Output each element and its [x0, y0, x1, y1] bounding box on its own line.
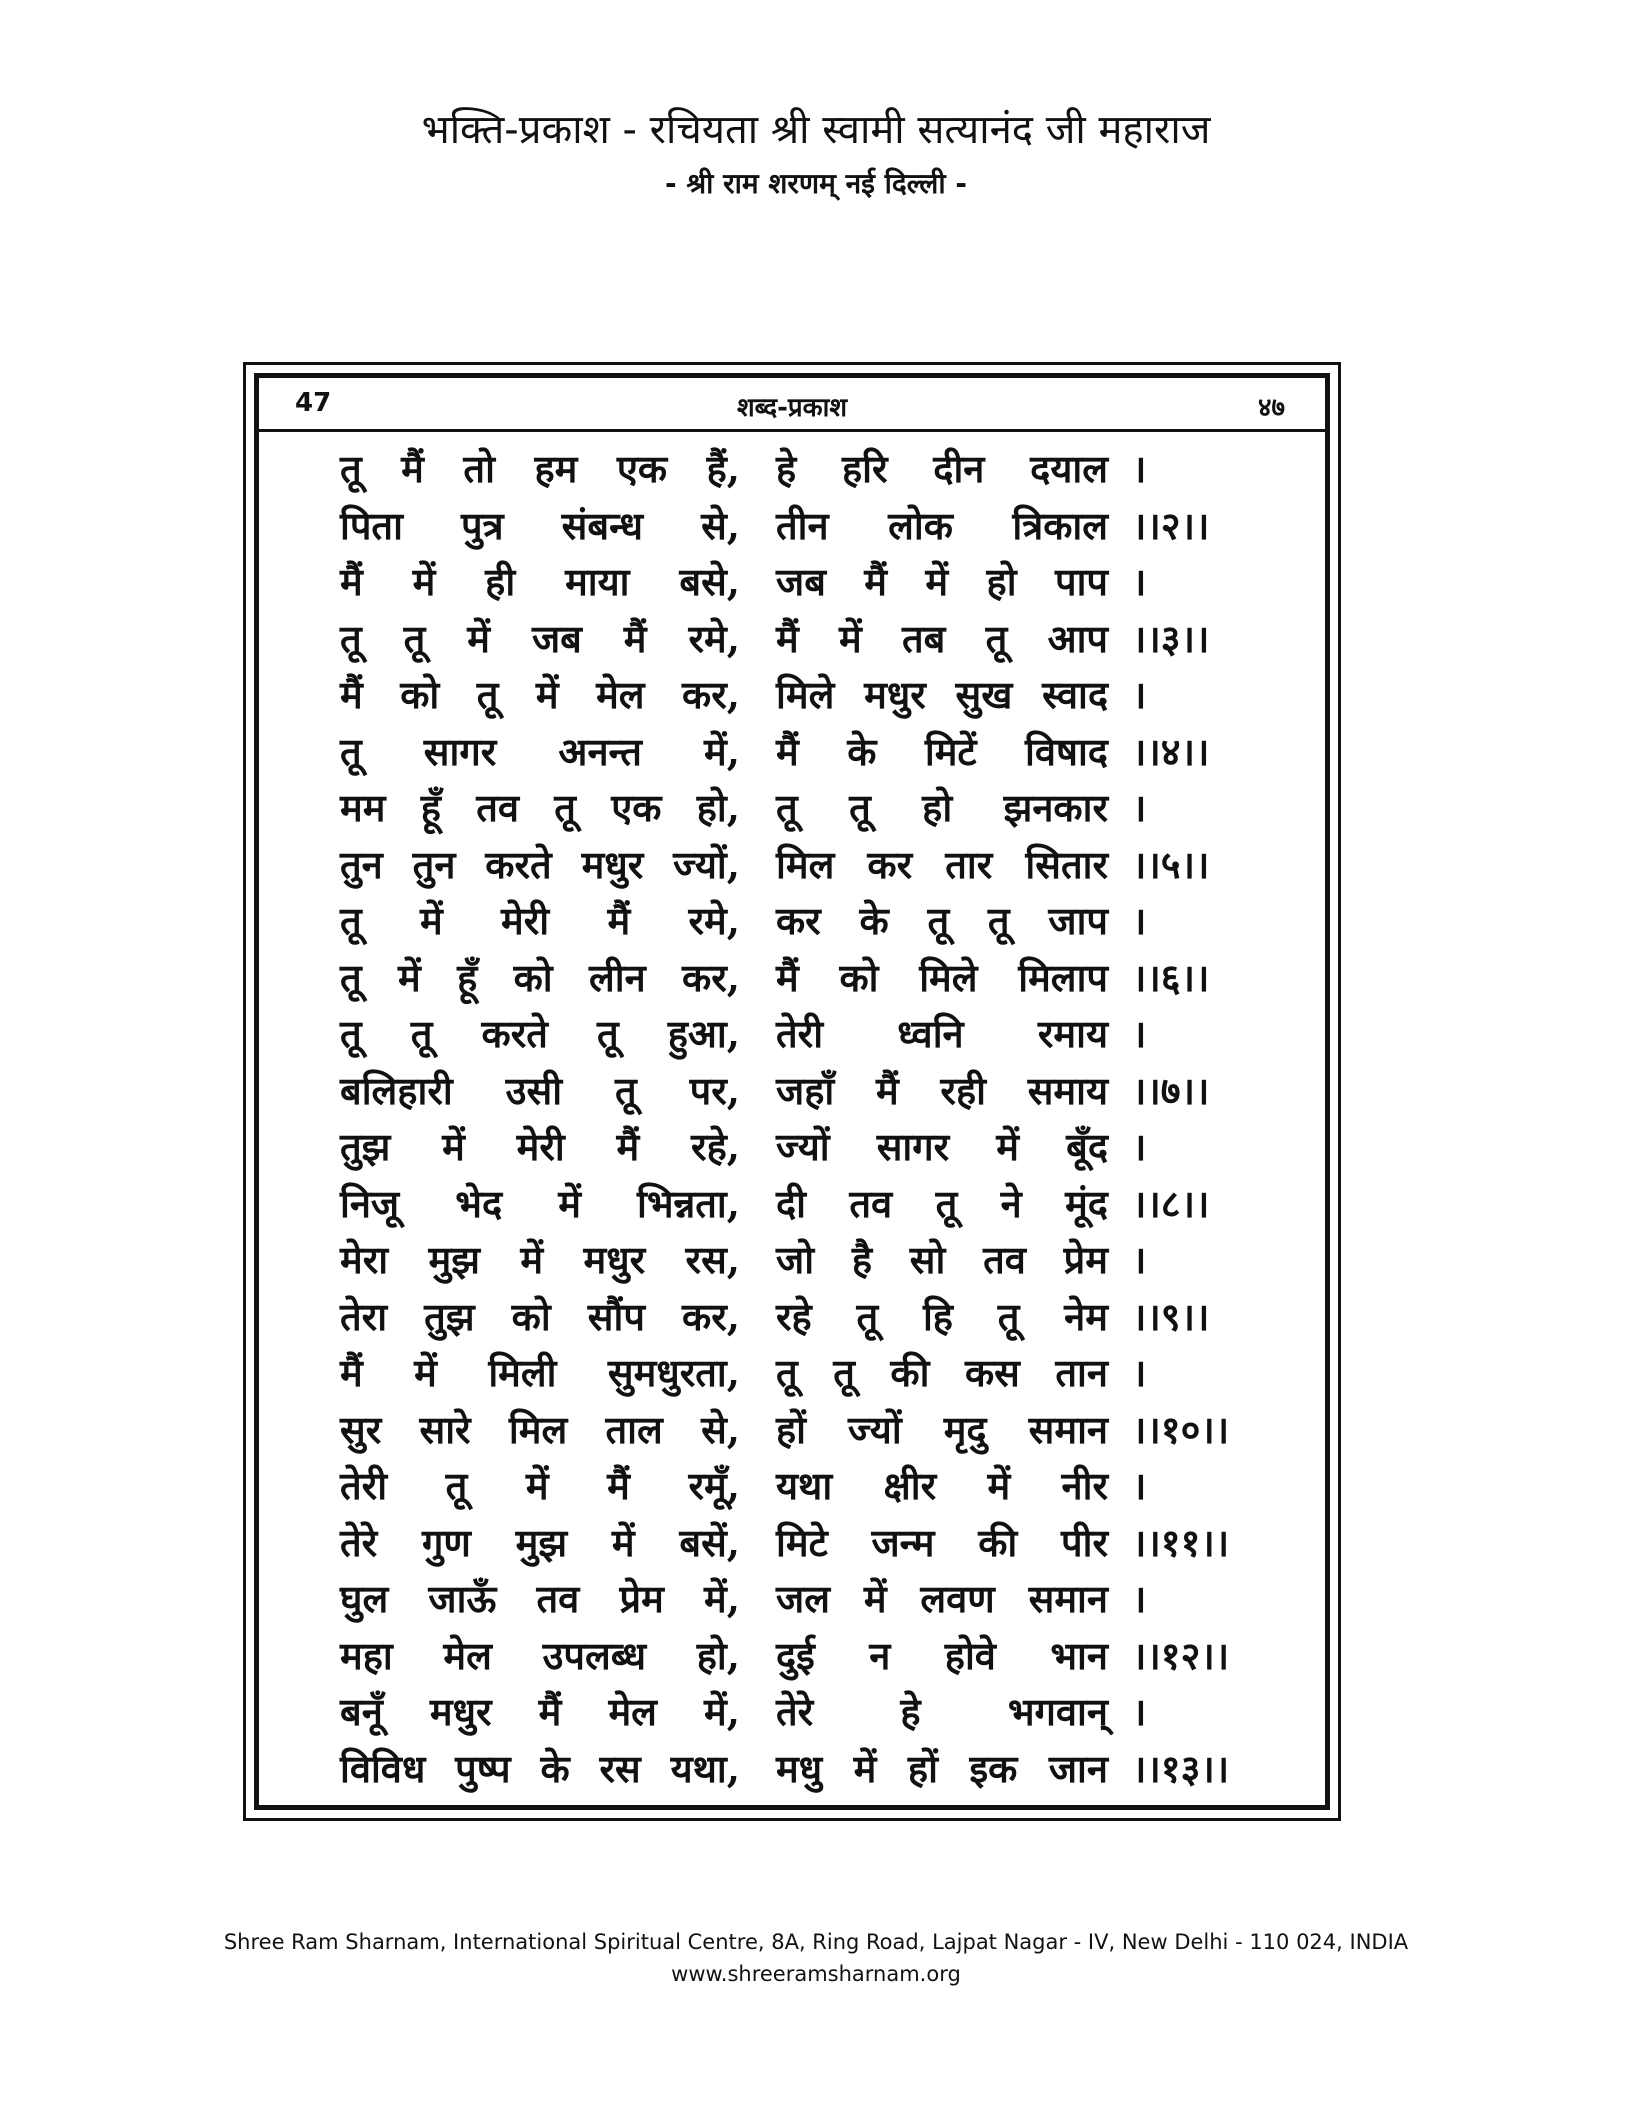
verse-line	[340, 1062, 1270, 1119]
verse-number: ।।२।।	[1132, 502, 1210, 548]
verse-second-half: दुई न होवे भान	[776, 1632, 1108, 1678]
verse-line	[340, 1344, 1270, 1401]
verse-second-half: तू तू हो झनकार	[776, 785, 1108, 831]
verse-first-half: महा मेल उपलब्ध हो,	[340, 1632, 740, 1678]
verse-number: ।	[1132, 1237, 1147, 1283]
verse-second-half: जल में लवण समान	[776, 1576, 1108, 1622]
verse-second-half: तू तू की कस तान	[776, 1350, 1108, 1396]
verse-second-half: तीन लोक त्रिकाल	[776, 502, 1108, 548]
verse-number: ।	[1132, 559, 1147, 605]
verse-second-half: मधु में हों इक जान	[776, 1745, 1108, 1791]
verse-first-half: मम हूँ तव तू एक हो,	[340, 785, 740, 831]
verse-first-half: तू सागर अनन्त में,	[340, 728, 740, 774]
verse-first-half: तुन तुन करते मधुर ज्यों,	[340, 841, 740, 887]
verse-number: ।।१३।।	[1132, 1745, 1230, 1791]
verse-second-half: तेरी ध्वनि रमाय	[776, 1011, 1108, 1057]
verse-line	[340, 440, 1270, 497]
footer-address: Shree Ram Sharnam, International Spiritual Centre, 8A, Ring Road, Lajpat Nagar - IV, New Delhi - 110 024, INDIA	[223, 1930, 1409, 1954]
verse-second-half: मिटे जन्म की पीर	[776, 1519, 1108, 1565]
verse-line	[340, 553, 1270, 610]
verse-first-half: मैं में ही माया बसे,	[340, 559, 740, 605]
verse-second-half: मैं में तब तू आप	[776, 615, 1108, 661]
verse-first-half: मैं में मिली सुमधुरता,	[340, 1350, 740, 1396]
verse-line	[340, 1627, 1270, 1684]
verse-second-half: यथा क्षीर में नीर	[776, 1463, 1108, 1509]
page-header	[259, 378, 1325, 432]
verse-first-half: घुल जाऊँ तव प्रेम में,	[340, 1576, 740, 1622]
verse-first-half: तू में हूँ को लीन कर,	[340, 954, 740, 1000]
verse-line	[340, 666, 1270, 723]
verse-second-half: मैं को मिले मिलाप	[776, 954, 1108, 1000]
verse-second-half: जब मैं में हो पाप	[776, 559, 1108, 605]
verse-number: ।	[1132, 1463, 1147, 1509]
verse-second-half: कर के तू तू जाप	[776, 898, 1108, 944]
verse-number: ।।४।।	[1132, 728, 1210, 774]
verse-second-half: रहे तू हि तू नेम	[776, 1293, 1108, 1339]
verse-second-half: तेरे हे भगवान्	[776, 1689, 1108, 1735]
verse-first-half: मैं को तू में मेल कर,	[340, 672, 740, 718]
verse-number: ।।८।।	[1132, 1180, 1210, 1226]
verse-line	[340, 1401, 1270, 1458]
verse-first-half: पिता पुत्र संबन्ध से,	[340, 502, 740, 548]
verse-number: ।।११।।	[1132, 1519, 1230, 1565]
verse-line	[340, 949, 1270, 1006]
verse-number: ।।६।।	[1132, 954, 1210, 1000]
verse-second-half: जहाँ मैं रही समाय	[776, 1067, 1108, 1113]
verse-number: ।	[1132, 898, 1147, 944]
verse-first-half: तू में मेरी मैं रमे,	[340, 898, 740, 944]
verse-number: ।	[1132, 1689, 1147, 1735]
verse-line	[340, 1231, 1270, 1288]
verse-line	[340, 723, 1270, 780]
footer-url: www.shreeramsharnam.org	[671, 1962, 961, 1986]
verse-line	[340, 1457, 1270, 1514]
verse-number: ।	[1132, 1350, 1147, 1396]
verse-first-half: तुझ में मेरी मैं रहे,	[340, 1124, 740, 1170]
verse-second-half: मिल कर तार सितार	[776, 841, 1108, 887]
verse-line	[340, 836, 1270, 893]
verse-line	[340, 1514, 1270, 1571]
verse-first-half: तेरा तुझ को सौंप कर,	[340, 1293, 740, 1339]
verse-number: ।	[1132, 446, 1147, 492]
verse-second-half: दी तव तू ने मूंद	[776, 1180, 1108, 1226]
verse-first-half: तेरे गुण मुझ में बसें,	[340, 1519, 740, 1565]
verse-second-half: ज्यों सागर में बूँद	[776, 1124, 1108, 1170]
verse-number: ।	[1132, 672, 1147, 718]
verse-number: ।।१०।।	[1132, 1406, 1230, 1452]
document-subtitle: - श्री राम शरणम् नई दिल्ली -	[664, 167, 967, 200]
verse-line	[340, 1118, 1270, 1175]
page-number-right: ४७	[1257, 393, 1285, 423]
verse-number: ।	[1132, 1011, 1147, 1057]
verse-line	[340, 1740, 1270, 1797]
verse-second-half: हों ज्यों मृदु समान	[776, 1406, 1108, 1452]
verse-line	[340, 1005, 1270, 1062]
verse-number: ।।५।।	[1132, 841, 1210, 887]
verse-line	[340, 1288, 1270, 1345]
verse-number: ।।३।।	[1132, 615, 1210, 661]
verse-second-half: मैं के मिटें विषाद	[776, 728, 1108, 774]
verse-first-half: मेरा मुझ में मधुर रस,	[340, 1237, 740, 1283]
verse-line	[340, 610, 1270, 667]
verse-first-half: विविध पुष्प के रस यथा,	[340, 1745, 740, 1791]
verse-number: ।	[1132, 1124, 1147, 1170]
verse-number: ।	[1132, 785, 1147, 831]
document-title: भक्ति-प्रकाश - रचियता श्री स्वामी सत्यानंद जी महाराज	[421, 107, 1211, 153]
verse-line	[340, 497, 1270, 554]
verse-first-half: बनूँ मधुर मैं मेल में,	[340, 1689, 740, 1735]
page-number-left: 47	[295, 388, 332, 418]
verse-line	[340, 1570, 1270, 1627]
section-title: शब्द-प्रकाश	[736, 393, 848, 423]
verse-first-half: तू तू करते तू हुआ,	[340, 1011, 740, 1057]
verse-list	[340, 440, 1270, 1796]
verse-first-half: तू तू में जब मैं रमे,	[340, 615, 740, 661]
verse-first-half: बलिहारी उसी तू पर,	[340, 1067, 740, 1113]
verse-line	[340, 1683, 1270, 1740]
verse-first-half: तेरी तू में मैं रमूँ,	[340, 1463, 740, 1509]
verse-first-half: निजू भेद में भिन्नता,	[340, 1180, 740, 1226]
verse-line	[340, 779, 1270, 836]
verse-line	[340, 892, 1270, 949]
verse-first-half: तू मैं तो हम एक हैं,	[340, 446, 740, 492]
verse-number: ।	[1132, 1576, 1147, 1622]
verse-second-half: जो है सो तव प्रेम	[776, 1237, 1108, 1283]
verse-second-half: मिले मधुर सुख स्वाद	[776, 672, 1108, 718]
verse-line	[340, 1175, 1270, 1232]
verse-first-half: सुर सारे मिल ताल से,	[340, 1406, 740, 1452]
verse-number: ।।१२।।	[1132, 1632, 1230, 1678]
verse-number: ।।७।।	[1132, 1067, 1210, 1113]
verse-second-half: हे हरि दीन दयाल	[776, 446, 1108, 492]
verse-number: ।।९।।	[1132, 1293, 1210, 1339]
